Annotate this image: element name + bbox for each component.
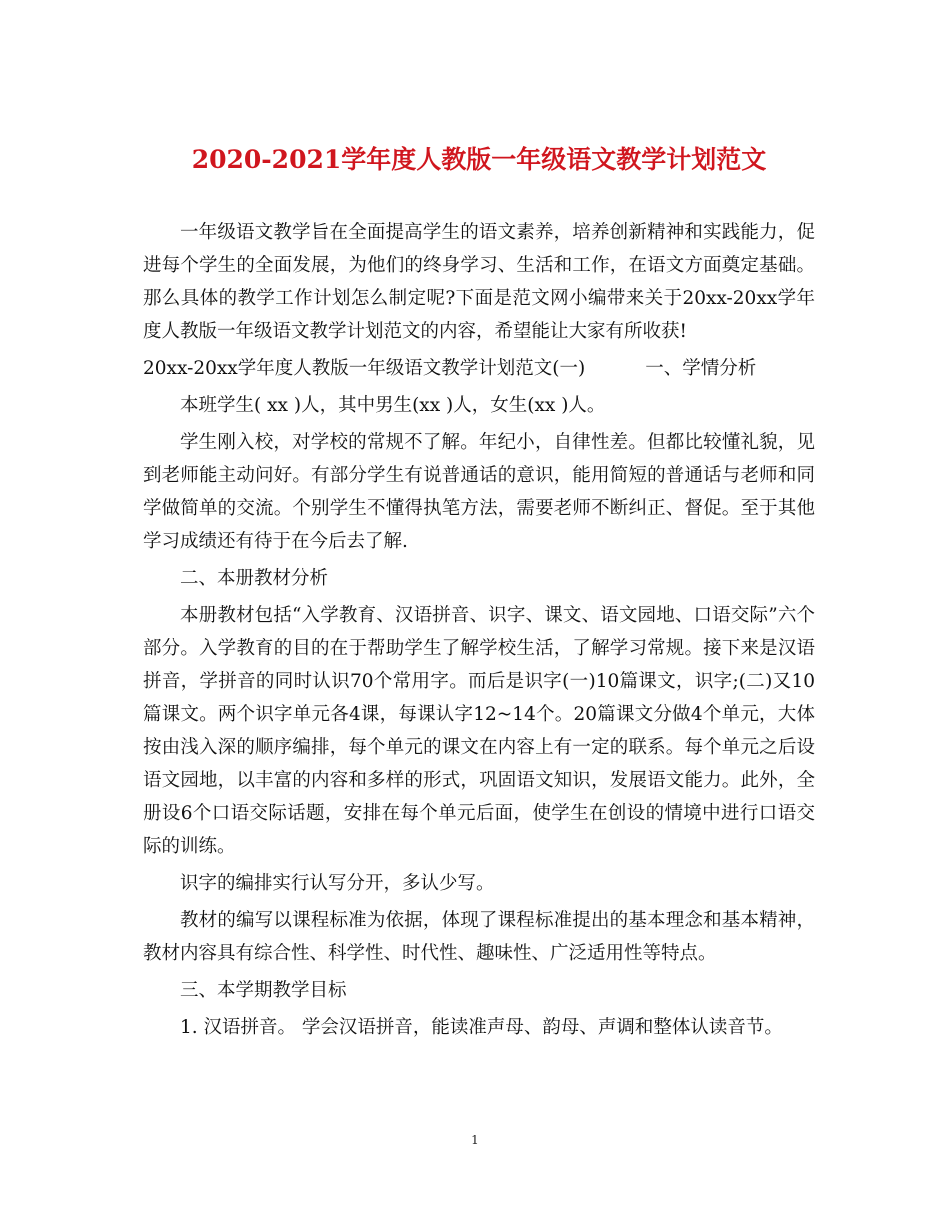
students-description-paragraph: 学生刚入校，对学校的常规不了解。年纪小，自律性差。但都比较懂礼貌，见到老师能主动问好。有部分学生有说普通话的意识，能用简短的普通话与老师和同学做简单的交流。个别学生不懂得执笔方法，需要老师不断纠正、督促。至于其他学习成绩还有待于在今后去了解. bbox=[143, 432, 815, 552]
standards-note-paragraph: 教材的编写以课程标准为依据，体现了课程标准提出的基本理念和基本精神，教材内容具有综合性、科学性、时代性、趣味性、广泛适用性等特点。 bbox=[143, 910, 815, 964]
textbook-description-paragraph: 本册教材包括“入学教育、汉语拼音、识字、课文、语文园地、口语交际”六个部分。入学教育的目的在于帮助学生了解学校生活，了解学习常规。接下来是汉语拼音，学拼音的同时认识70个常用字。而后是识字(一)10篇课文，识字;(二)又10篇课文。两个识字单元各4课，每课认字12~14个。20篇课文分做4个单元，大体按由浅入深的顺序编排，每个单元的课文在内容上有一定的联系。每个单元之后设语文园地，以丰富的内容和多样的形式，巩固语文知识，发展语文能力。此外，全册设6个口语交际话题，安排在每个单元后面，使学生在创设的情境中进行口语交际的训练。 bbox=[143, 605, 815, 857]
document-title: 2020-2021学年度人教版一年级语文教学计划范文 bbox=[191, 145, 767, 174]
plan-subtitle: 20xx-20xx学年度人教版一年级语文教学计划范文(一) bbox=[143, 358, 586, 379]
goal-1-paragraph: 1. 汉语拼音。 学会汉语拼音，能读准声母、韵母、声调和整体认读音节。 bbox=[180, 1017, 783, 1038]
intro-paragraph: 一年级语文教学旨在全面提高学生的语文素养，培养创新精神和实践能力，促进每个学生的全面发展，为他们的终身学习、生活和工作，在语文方面奠定基础。那么具体的教学工作计划怎么制定呢?下面是范文网小编带来关于20xx-20xx学年度人教版一年级语文教学计划范文的内容，希望能让大家有所收获! bbox=[143, 222, 815, 342]
page-number: 1 bbox=[471, 1133, 479, 1147]
section-heading-1: 一、学情分析 bbox=[645, 358, 757, 379]
section-heading-3: 三、本学期教学目标 bbox=[180, 980, 347, 1001]
plan-subtitle-line bbox=[143, 352, 815, 385]
section-heading-2: 二、本册教材分析 bbox=[180, 568, 329, 589]
document-body bbox=[143, 138, 815, 1048]
students-count-paragraph: 本班学生( xx )人，其中男生(xx )人，女生(xx )人。 bbox=[180, 395, 606, 416]
literacy-note-paragraph: 识字的编排实行认写分开，多认少写。 bbox=[180, 873, 495, 894]
